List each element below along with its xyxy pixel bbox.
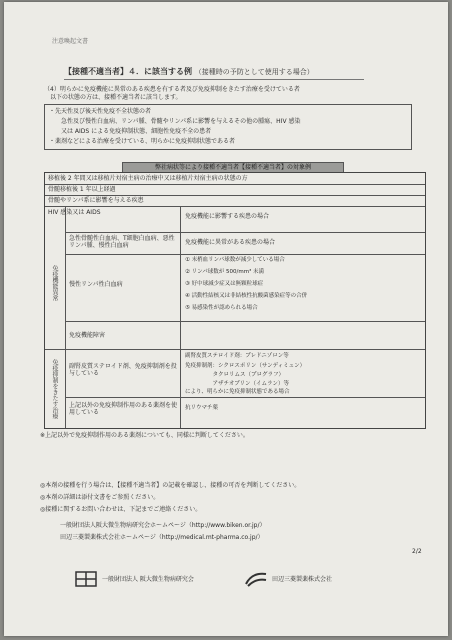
table-header-text: 弊社病状等により接種不適当者【接種不適当者】の対象例 — [154, 164, 311, 171]
box-line: 又は AIDS による免疫抑制状態、細胞性免疫不全の患者 — [49, 128, 212, 135]
box-line: ・薬剤などによる治療を受けている、明らかに免疫抑制状態である者 — [49, 138, 236, 145]
bottom-note: ◎本剤の接種を行う場合は、【接種不適当者】の記載を確認し、接種の可否を判断してください。 — [40, 482, 301, 489]
table-row-result: 免疫機能に異常がある疾患の場合 — [185, 239, 276, 246]
table-row-text: 免疫機能障害 — [69, 332, 106, 339]
title-sub: （接種時の予防として使用する場合） — [194, 68, 314, 76]
table-row-text: 上記以外の免疫抑制作用のある薬剤を使用している — [69, 402, 178, 416]
box-line: ・先天性及び後天性免疫不全状態の者 — [49, 108, 152, 115]
page-title — [64, 68, 314, 76]
company-right: 田辺三菱製薬株式会社 — [272, 576, 333, 583]
page-number: 2/2 — [412, 548, 422, 555]
bottom-note: ◎本剤の詳細は添付文書をご参照ください。 — [40, 494, 160, 501]
mitsubishi-tanabe-logo-icon — [244, 570, 268, 588]
right-list-item: ③ 好中球減少症又は無顆粒球症 — [185, 281, 264, 287]
table-row-text: HIV 感染又は AIDS — [48, 209, 101, 216]
drug-list-item: により、明らかに免疫抑制状態である場合 — [185, 389, 290, 395]
table-row-result: 免疫機能に影響する疾患の場合 — [185, 213, 270, 220]
table-row-result: 抗リウマチ薬 — [185, 405, 219, 411]
intro-line: 以下の状態の方は、接種不適当者に該当します。 — [44, 94, 182, 101]
table-row-text: 骨髄やリンパ系に影響を与える疾患 — [48, 197, 144, 204]
right-list-item: ⑤ 易感染性が認められる場合 — [185, 305, 258, 311]
footnote: ※上記以外で免疫抑制作用のある薬剤についても、同様に判断してください。 — [40, 432, 249, 439]
table-row-text: 移植後 2 年間又は移植片対宿主病の治療中又は移植片対宿主病の状態の方 — [48, 175, 248, 182]
notice-box — [44, 104, 412, 150]
right-list-item: ② リンパ球数が 500/mm³ 未満 — [185, 269, 265, 275]
bottom-note: ◎接種に関するお問い合わせは、下記までご連絡ください。 — [40, 506, 202, 513]
right-list-item: ④ 活動性結核又は非結核性抗酸菌感染症等の合併 — [185, 293, 308, 299]
page-header: 注意喚起文書 — [52, 38, 89, 45]
document-page — [4, 2, 448, 636]
company-left: 一般財団法人 阪大微生物病研究会 — [102, 576, 194, 583]
table-row-text: 骨髄移植後 1 年以上経過 — [48, 186, 116, 193]
box-line: 急性及び慢性白血病、リンパ腫、骨髄やリンパ系に影響を与えるその他の腫瘍、HIV 感染 — [49, 118, 301, 125]
biken-logo-icon — [74, 570, 98, 588]
contact-line: 一般財団法人阪大微生物病研究会ホームページ（http://www.biken.or.jp/） — [60, 522, 266, 529]
intro-line: （4）明らかに免疫機能に異常のある疾患を有する者及び免疫抑制をきたす治療を受けている者 — [44, 86, 300, 93]
table-row-text: 慢性リンパ性白血病 — [69, 281, 123, 288]
drug-list-item: タクロリムス（プログラフ） — [185, 372, 285, 378]
table-row-text: 副腎皮質ステロイド剤、免疫抑制剤を投与している — [69, 363, 177, 377]
contact-line: 田辺三菱製薬株式会社ホームページ（http://medical.mt-pharma.co.jp/） — [60, 534, 264, 541]
table-row-text: 急性骨髄性白血病、T細胞白血病、悪性リンパ腫、慢性白血病 — [69, 235, 175, 249]
title-main: 【接種不適当者】４．に該当する例 — [64, 67, 192, 76]
right-list-item: ① 末梢血リンパ球数が減少している場合 — [185, 257, 285, 263]
criteria-table — [44, 172, 426, 429]
side-label-group2: 免疫抑制をきたす治療 — [51, 359, 58, 419]
title-underline — [64, 79, 364, 80]
table-row-result: 副腎皮質ステロイド剤：プレドニゾロン等 — [185, 353, 289, 359]
drug-list-item: 免疫抑制剤：シクロスポリン（サンディミュン） — [185, 363, 306, 369]
side-label-group1: 免疫機能異常 — [51, 265, 58, 301]
drug-list-item: アザチオプリン（イムラン）等 — [185, 381, 290, 387]
